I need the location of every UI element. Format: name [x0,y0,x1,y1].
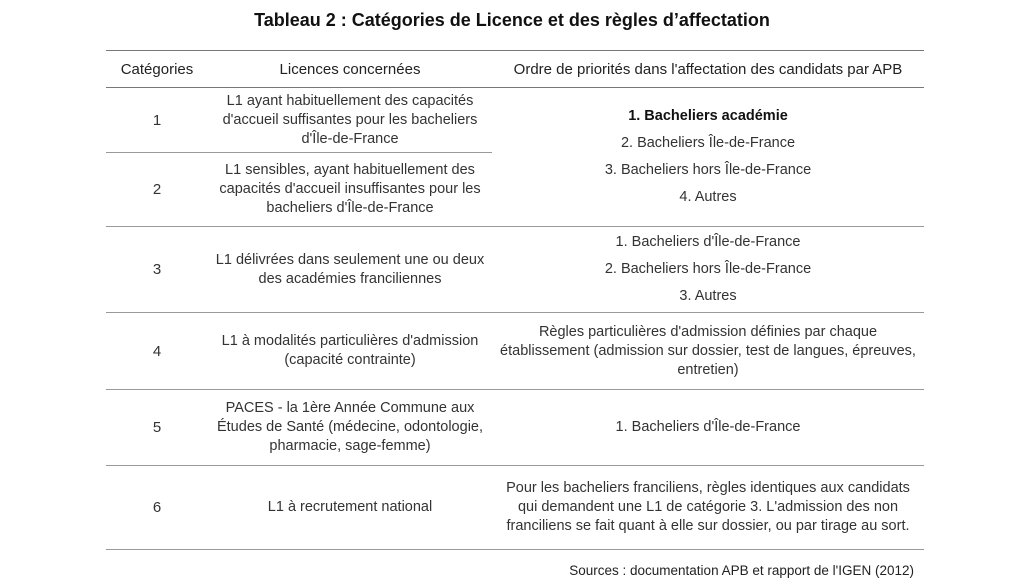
table-row [106,88,924,153]
category-cell: 1 [106,88,208,153]
priority-line: 1. Bacheliers académie [628,108,788,124]
table-header-row [106,51,924,88]
category-cell: 2 [106,153,208,227]
category-cell: 4 [106,313,208,390]
priority-line: 3. Bacheliers hors Île-de-France [604,162,812,178]
table-row [106,313,924,390]
table-row [106,227,924,313]
priority-cell [492,227,924,313]
table-title: Tableau 2 : Catégories de Licence et des règles d’affectation [254,10,770,30]
priority-line: 1. Bacheliers d'Île-de-France [615,234,801,250]
licence-cell: L1 ayant habituellement des capacités d'accueil suffisantes pour les bacheliers d'Île-de-France [208,88,492,153]
licence-cell: L1 délivrées dans seulement une ou deux des académies franciliennes [208,227,492,313]
priority-line: 2. Bacheliers Île-de-France [620,135,796,151]
category-cell: 5 [106,390,208,466]
priority-line: 4. Autres [679,189,737,205]
licence-cell: L1 sensibles, ayant habituellement des capacités d'accueil insuffisantes pour les bacheliers d'Île-de-France [208,153,492,227]
priority-cell: Règles particulières d'admission définies par chaque établissement (admission sur dossier, test de langues, épreuves, entretien) [492,313,924,390]
table-row [106,466,924,550]
header-priorities: Ordre de priorités dans l'affectation des candidats par APB [492,51,924,88]
category-cell: 6 [106,466,208,550]
priority-cell: 1. Bacheliers d'Île-de-France [492,390,924,466]
priority-cell [492,88,924,227]
licence-cell: PACES - la 1ère Année Commune aux Études de Santé (médecine, odontologie, pharmacie, sage-femme) [208,390,492,466]
header-licences: Licences concernées [208,51,492,88]
licence-categories-table [106,50,924,550]
priority-line: 3. Autres [679,288,737,304]
table-row [106,390,924,466]
source-note: Sources : documentation APB et rapport de l'IGEN (2012) [569,563,914,578]
header-categories: Catégories [106,51,208,88]
category-cell: 3 [106,227,208,313]
priority-cell: Pour les bacheliers franciliens, règles identiques aux candidats qui demandent une L1 de catégorie 3. L'admission des non franciliens se fait quant à elle sur dossier, ou par tirage au sort. [492,466,924,550]
priority-line: 2. Bacheliers hors Île-de-France [604,261,812,277]
licence-cell: L1 à modalités particulières d'admission (capacité contrainte) [208,313,492,390]
licence-cell: L1 à recrutement national [208,466,492,550]
